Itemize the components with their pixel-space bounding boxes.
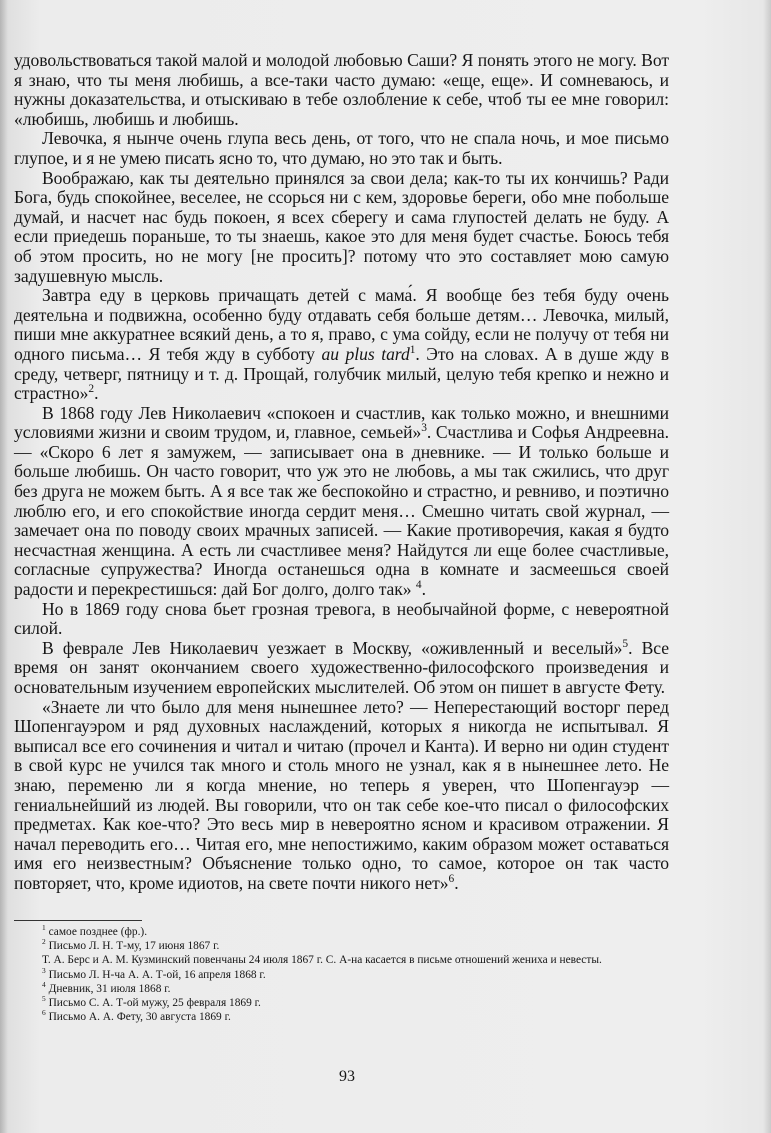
paragraph-2 — [14, 129, 669, 168]
footnote-text: Т. А. Берс и А. М. Кузминский повенчаны 24 июля 1867 г. С. А-на касается в письме отношений жениха и невесты. — [42, 954, 602, 967]
page-number: 93 — [339, 1068, 355, 1085]
footnote-separator — [14, 920, 142, 921]
paragraph-5-tail: . Счастлива и Софья Андреевна. — «Скоро 6 лет я замужем, — записывает она в дневнике. — И только больше и больше любишь. Он часто говорит, что уж это не любовь, а мы так сжились, что друг без друга не можем быть. А я все так же беспокойно и страстно, и ревниво, и поэтично люблю его, и его спокойствие иногда сердит меня… Смешно читать свой журнал, — замечает она по поводу своих мрачных записей. — Какие противоречия, какая я будто несчастная женщина. А есть ли счастливее меня? Найдутся ли еще более счастливые, согласные супружества? Иногда останешься одна в комнате и засмеешься своей радости и перекрестишься: дай Бог долго, долго так» — [14, 422, 669, 600]
footnote-6 — [14, 1010, 669, 1024]
italic-phrase: au plus tard — [321, 343, 410, 364]
paragraph-4-tail: . Это на словах. А в душе жду в среду, четверг, пятницу и т. д. Прощай, голубчик милый, целую тебя крепко и нежно и страстно» — [14, 343, 669, 404]
paragraph-1-text: удовольствоваться такой малой и молодой любовью Саши? Я понять этого не могу. Вот я знаю, что ты меня любишь, а все-таки часто думаю: «еще, еще». И сомневаюсь, и нужны доказательства, и отыскиваю в тебе озлобление к себе, чтоб ты ее мне говорил: «любишь, любишь и любишь. — [14, 50, 669, 129]
paragraph-8-text: «Знаете ли что было для меня нынешнее лето? — Неперестающий восторг перед Шопенгауэром и ряд духовных наслаждений, которых я никогда не испытывал. Я выписал все его сочинения и читал и читаю (прочел и Канта). И верно ни один студент в свой курс не учился так много и столь много не узнал, как я в нынешнее лето. Не знаю, переменю ли я когда мнение, но теперь я уверен, что Шопенгауэр — гениальнейший из людей. Вы говорили, что он так себе кое-что писал о философских предметах. Как кое-что? Это весь мир в невероятно ясном и красивом отражении. Я начал переводить его… Читая его, мне непостижимо, каким образом может оставаться имя его неизвестным? Объяснение только одно, то самое, которое он так часто повторяет, что, кроме идиотов, на свете почти никого нет» — [14, 696, 669, 893]
paragraph-4: Завтра еду в церковь причащать детей с мама́. Я вообще без тебя буду очень деятельна и подвижна, особенно буду отдавать себя больше детям… Левочка, милый, пиши мне аккуратнее всякий день, а то я, право, с ума сойду, если не получу от тебя ни одного письма… Я тебя жду в субботу au plus tard$^1$. Это на словах. А в душе жду в среду, четверг, пятницу и т. д. Прощай, голубчик милый, целую тебя крепко и нежно и страстно»$^2$. — [14, 285, 669, 404]
footnote-ref-3: 3 — [421, 422, 427, 435]
paragraph-8-end: . — [454, 872, 459, 893]
paragraph-7-text: В феврале Лев Николаевич уезжает в Москву, «оживленный и веселый» — [42, 637, 623, 658]
footnote-text: Письмо С. А. Т-ой мужу, 25 февраля 1869 г. — [48, 997, 261, 1010]
footnote-number: 1 — [42, 923, 46, 933]
footnote-1 — [14, 925, 669, 939]
paragraph-4-text: Завтра еду в церковь причащать детей с мама́. Я вообще без тебя буду очень деятельна и подвижна, особенно буду отдавать себя больше детям… Левочка, милый, пиши мне аккуратнее всякий день, а то я, право, с ума сойду, если не получу от тебя ни одного письма… Я тебя жду в субботу — [14, 285, 669, 364]
paragraph-5 — [14, 404, 669, 600]
footnote-number: 4 — [42, 980, 46, 990]
footnote-number: 6 — [42, 1008, 46, 1018]
footnote-number: 3 — [42, 965, 46, 975]
paragraph-3 — [14, 169, 669, 287]
paragraph-7-tail: . Все время он занят окончанием своего художественно-философского произведения и основательным изучением европейских мыслителей. Об этом он пишет в августе Фету. — [14, 637, 669, 697]
paragraph-8 — [14, 698, 669, 894]
footnote-text: самое позднее (фр.). — [48, 926, 148, 938]
footnote-number: 5 — [42, 994, 46, 1004]
paragraph-2-text: Левочка, я нынче очень глупа весь день, от того, что не спала ночь, и мое письмо глупое, и я не умею писать ясно то, что думаю, но это так и быть. — [14, 128, 669, 168]
footnote-text: Письмо Л. Н. Т-му, 17 июня 1867 г. — [48, 940, 220, 953]
footnote-text: Письмо А. А. Фету, 30 августа 1869 г. — [48, 1011, 231, 1024]
footnote-ref-2: 2 — [88, 383, 95, 396]
page-shadow-right — [763, 0, 771, 1133]
paragraph-1 — [14, 51, 669, 129]
footnote-number: 2 — [42, 937, 46, 947]
paragraph-3-text: Воображаю, как ты деятельно принялся за свои дела; как-то ты их кончишь? Ради Бога, будь спокойнее, веселее, не ссорься ни с кем, здоровье береги, обо мне побольше думай, и насчет нас будь покоен, я всех сберегу и сама глупостей делать не буду. А если приедешь пораньше, то ты знаешь, какое это для меня будет счастье. Боюсь тебя об этом просить, но не могу [не просить]? потому что это составляет мою самую задушевную мысль. — [14, 167, 669, 286]
footnote-text: Письмо Л. Н-ча А. А. Т-ой, 16 апреля 1868 г. — [48, 968, 266, 981]
paragraph-5-end: . — [421, 579, 426, 600]
footnote-text: Дневник, 31 июля 1868 г. — [48, 982, 171, 995]
paragraph-6-text: Но в 1869 году снова бьет грозная тревога, в необычайной форме, с невероятной силой. — [14, 598, 669, 639]
footnote-2-continued — [14, 953, 669, 967]
paragraph-6 — [14, 600, 669, 639]
paragraph-7 — [14, 639, 669, 698]
body-text — [14, 51, 669, 894]
footnotes — [14, 925, 669, 1024]
footnote-ref-5: 5 — [622, 637, 629, 650]
footnote-2 — [14, 939, 669, 953]
footnote-5 — [14, 996, 669, 1010]
paragraph-5-text: В 1868 году Лев Николаевич «спокоен и счастлив, как только можно, и внешними условиями жизни и своим трудом, и, главное, семьей» — [14, 402, 669, 443]
footnote-ref-1: 1 — [409, 344, 416, 357]
footnote-ref-4: 4 — [415, 579, 422, 592]
footnote-ref-6: 6 — [448, 873, 455, 886]
page-shadow-left — [0, 0, 8, 1133]
footnote-4 — [14, 982, 669, 996]
footnote-3 — [14, 965, 669, 982]
